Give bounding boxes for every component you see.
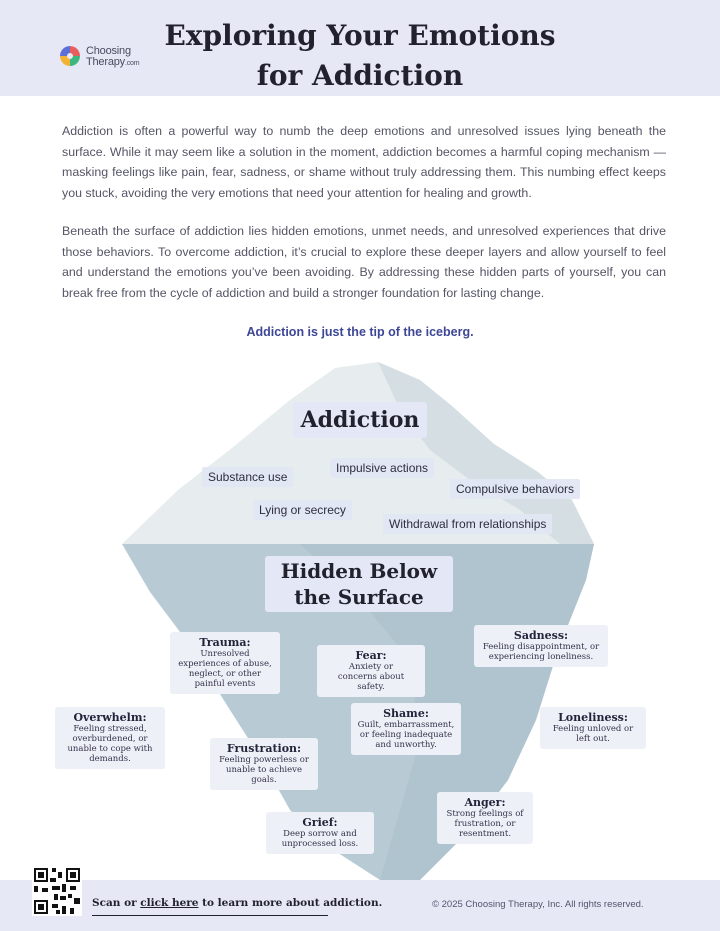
tagline: Addiction is just the tip of the iceberg. <box>246 325 474 339</box>
emotion-desc: Feeling stressed, overburdened, or unable to cope with demands. <box>67 724 153 764</box>
logo-line2: Therapy <box>86 56 125 68</box>
click-here-link[interactable]: click here <box>140 897 199 909</box>
emotion-card-sadness <box>474 625 608 667</box>
scan-underline-divider <box>92 915 328 916</box>
qr-code-icon[interactable] <box>32 866 82 916</box>
title-line2: for Addiction <box>256 59 464 92</box>
emotion-desc: Feeling unloved or left out. <box>552 724 634 744</box>
title-line1: Exploring Your Emotions <box>164 19 556 52</box>
page-title <box>150 16 570 96</box>
emotion-title: Shame: <box>383 707 429 720</box>
hidden-title-line1: Hidden Below <box>280 559 438 583</box>
logo-mark-icon <box>58 44 82 68</box>
emotion-desc: Unresolved experiences of abuse, neglect, or other painful events <box>178 649 272 689</box>
emotion-card-anger <box>437 792 533 844</box>
scan-text <box>92 897 382 909</box>
choosing-therapy-logo[interactable] <box>58 42 148 72</box>
emotion-card-shame <box>351 703 461 755</box>
emotion-card-frustration <box>210 738 318 790</box>
behavior-impulsive-actions: Impulsive actions <box>330 458 434 478</box>
addiction-title: Addiction <box>293 402 427 438</box>
behavior-lying: Lying or secrecy <box>253 500 352 520</box>
emotion-desc: Feeling disappointment, or experiencing loneliness. <box>482 642 600 662</box>
hidden-title-line2: the Surface <box>294 585 424 609</box>
behavior-compulsive: Compulsive behaviors <box>450 479 580 499</box>
emotion-title: Sadness: <box>513 629 569 642</box>
emotion-desc: Guilt, embarrassment, or feeling inadequate and unworthy. <box>357 720 455 750</box>
emotion-card-overwhelm <box>55 707 165 769</box>
emotion-title: Anger: <box>464 796 506 809</box>
emotion-card-grief <box>266 812 374 854</box>
emotion-title: Overwhelm: <box>73 711 147 724</box>
logo-line1: Choosing <box>86 45 131 57</box>
scan-suffix: to learn more about addiction. <box>198 897 383 909</box>
hidden-title <box>265 556 453 612</box>
emotion-card-fear <box>317 645 425 697</box>
emotion-desc: Anxiety or concerns about safety. <box>337 662 405 692</box>
emotion-card-trauma <box>170 632 280 694</box>
emotion-desc: Feeling powerless or unable to achieve goals. <box>219 755 309 785</box>
emotion-card-loneliness <box>540 707 646 749</box>
emotion-title: Grief: <box>302 816 338 829</box>
behavior-substance-use: Substance use <box>202 467 293 487</box>
emotion-title: Fear: <box>355 649 387 662</box>
logo-suffix: .com <box>124 60 140 67</box>
emotion-title: Loneliness: <box>558 711 628 724</box>
intro-paragraph-2: Beneath the surface of addiction lies hidden emotions, unmet needs, and unresolved experiences that drive those behaviors. To overcome addiction, it’s crucial to explore these deeper layers and allow yourself to feel and understand the emotions you’ve been avoiding. By addressing these hidden parts of yourself, you can break free from the cycle of addiction and build a stronger foundation for lasting change. <box>62 224 666 300</box>
intro-paragraph-1: Addiction is often a powerful way to numb the deep emotions and unresolved issues lying beneath the surface. While it may seem like a solution in the moment, addiction becomes a harmful coping mechanism —masking feelings like pain, fear, sadness, or shame without truly addressing them. This numbing effect keeps you stuck, avoiding the very emotions that need your attention for healing and growth. <box>62 124 666 200</box>
emotion-desc: Deep sorrow and unprocessed loss. <box>281 829 359 849</box>
behavior-withdrawal: Withdrawal from relationships <box>383 514 552 534</box>
scan-prefix: Scan or <box>92 897 141 909</box>
emotion-title: Frustration: <box>226 742 302 755</box>
emotion-title: Trauma: <box>199 636 251 649</box>
emotion-desc: Strong feelings of frustration, or resentment. <box>446 809 524 839</box>
copyright-text: © 2025 Choosing Therapy, Inc. All rights reserved. <box>432 899 644 910</box>
